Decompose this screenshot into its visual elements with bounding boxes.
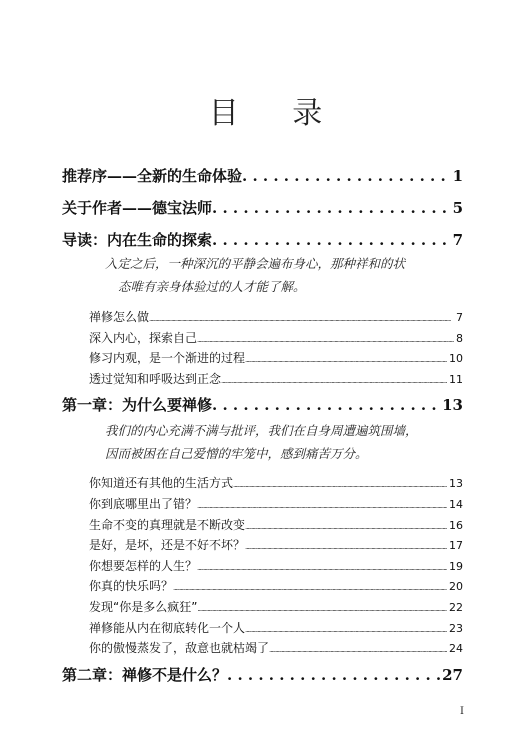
toc-subentry-title: 你想要怎样的人生？ [89,558,198,573]
toc-subentry-page: 11 [449,372,463,386]
toc-entry-title: 第二章：禅修不是什么？ [62,665,228,684]
toc-subentry-page: 16 [449,518,463,532]
toc-subentry-page: 14 [449,497,463,511]
leader-dots [269,640,447,661]
leader-dots [173,578,447,599]
page-title: 目 录 [208,96,345,131]
toc-subentry-page: 8 [456,331,463,345]
leader-dots [197,599,447,620]
leader-dots [227,659,440,691]
toc-subentry[interactable] [62,638,463,659]
leader-dots [197,496,447,517]
leader-dots [212,192,451,224]
leader-dots [197,330,454,351]
toc-subentry-page: 13 [449,477,463,491]
toc-subentry-page: 7 [456,311,463,324]
toc-subentry-page: 10 [449,352,463,366]
toc-subentry[interactable] [62,307,463,328]
leader-dots [197,558,447,579]
quote-line: 我们的内心充满不满与批评，我们在自身周遭遍筑围墙， [105,423,418,439]
toc-subentry-page: 22 [449,600,463,614]
toc-subentry-page: 20 [449,580,463,594]
quote-line: 入定之后，一种深沉的平静会遍布身心，那种祥和的状 [105,256,406,271]
toc-entry-page: 1 [452,167,463,185]
toc-subentry-title: 你知道还有其他的生活方式 [89,476,234,491]
toc-entry-chapter-1[interactable] [62,389,463,421]
toc-entry-title: 推荐序——全新的生命体验 [62,167,243,185]
toc-entry-page: 27 [442,665,463,684]
toc-subentry-page: 19 [449,559,463,573]
leader-dots [242,160,451,192]
toc-subentry-title: 你到底哪里出了错？ [89,496,198,511]
toc-subentry[interactable] [62,597,463,618]
toc-subentry-title: 发现“你是多么疯狂” [89,599,198,614]
section-quote [62,252,463,298]
toc-entry-page: 5 [452,199,463,217]
leader-dots [245,537,447,558]
toc-entry-title: 关于作者——德宝法师 [62,199,213,217]
leader-dots [245,517,447,538]
toc-entry-chapter-2[interactable] [62,659,463,691]
toc-subentry[interactable] [62,328,463,349]
leader-dots [212,389,440,421]
quote-line: 态唯有亲身体验过的人才能了解。 [118,279,306,294]
leader-dots [233,475,447,496]
leader-dots [221,371,447,392]
toc-subentry[interactable] [62,515,463,536]
toc-entry-preface[interactable] [62,160,463,192]
toc-subentry[interactable] [62,618,463,639]
leader-dots [245,620,447,641]
table-of-contents [62,160,463,691]
toc-subentry-title: 你真的快乐吗？ [89,579,174,594]
toc-subentry[interactable] [62,369,463,390]
toc-subentry-title: 禅修能从内在彻底转化一个人 [89,620,246,635]
toc-subentry-title: 禅修怎么做 [89,310,150,324]
leader-dots [245,350,447,371]
toc-entry-title: 第一章：为什么要禅修 [62,396,213,415]
toc-entry-title: 导读：内在生命的探索 [62,231,213,249]
section-quote [62,419,463,465]
toc-entry-about[interactable] [62,192,463,224]
quote-line: 因而被困在自己爱憎的牢笼中，感到痛苦万分。 [105,446,368,462]
page-number: I [460,706,464,717]
toc-subentry-page: 17 [449,539,463,553]
toc-entry-page: 7 [452,231,463,249]
toc-subentry[interactable] [62,494,463,515]
toc-subentry[interactable] [62,556,463,577]
toc-subentry-page: 23 [449,621,463,635]
toc-subentry-title: 你的傲慢蒸发了，敌意也就枯竭了 [89,641,270,656]
toc-subentry[interactable] [62,576,463,597]
toc-subentry-title: 透过觉知和呼吸达到正念 [89,371,222,386]
toc-subentry-title: 修习内观，是一个渐进的过程 [89,351,246,366]
toc-subentry-title: 深入内心，探索自己 [89,330,198,345]
toc-entry-page: 13 [442,396,463,415]
leader-dots [149,309,454,330]
toc-subentry-title: 是好，是坏，还是不好不坏？ [89,538,246,553]
toc-subentry-title: 生命不变的真理就是不断改变 [89,517,246,532]
toc-subentry[interactable] [62,348,463,369]
toc-subentry[interactable] [62,473,463,494]
toc-subentry[interactable] [62,535,463,556]
toc-subentry-page: 24 [449,642,463,656]
